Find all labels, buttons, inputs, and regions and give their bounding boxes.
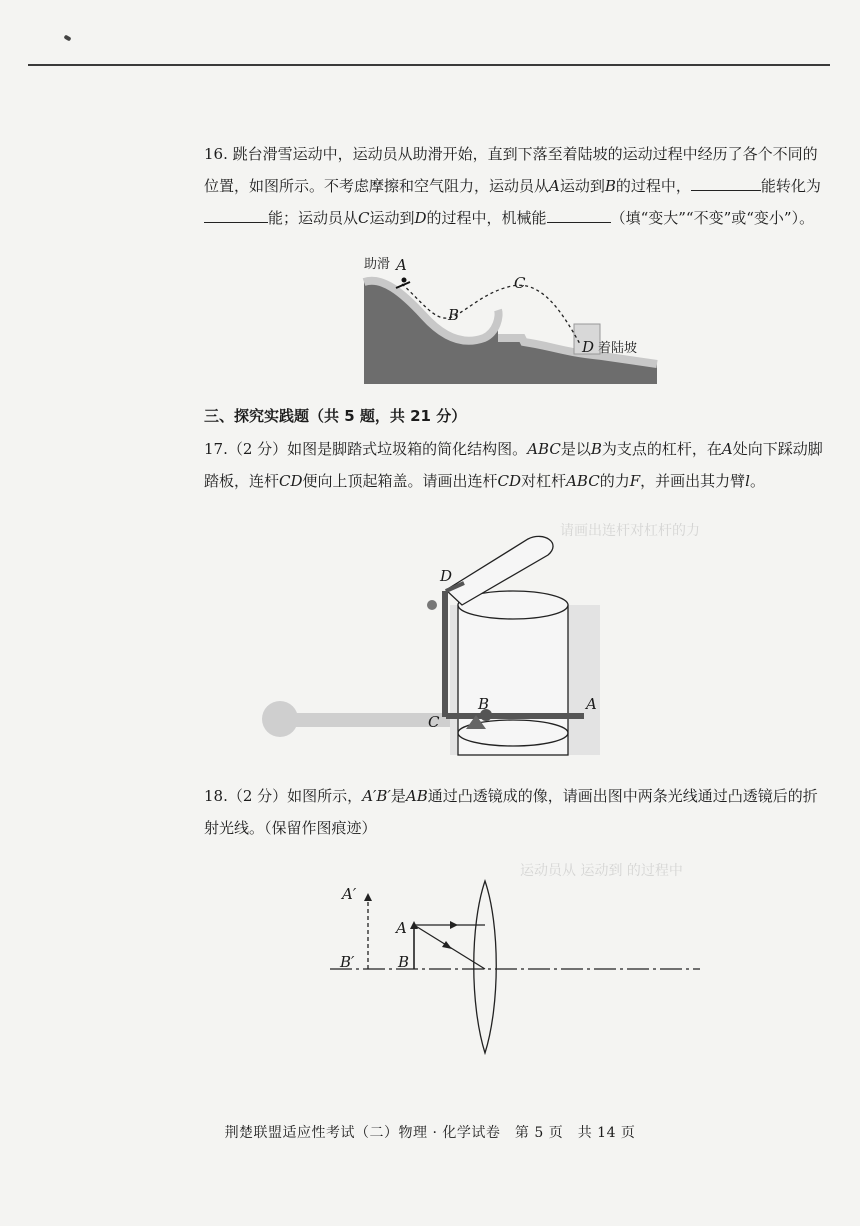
question-text: 处向下踩动脚踏板，连杆 xyxy=(204,440,823,490)
variable-abc: ABC xyxy=(527,440,561,458)
answer-blank-3[interactable] xyxy=(547,208,611,223)
question-text: ，并画出其力臂 xyxy=(640,472,746,490)
question-text: 的力 xyxy=(599,472,630,490)
question-number: 18. xyxy=(204,787,228,805)
question-text: 跳台滑雪运动中，运动员从助滑开始，直到下落至着陆坡的运动过程中经历了各个不同的位置，如图所示。不考虑摩擦和空气阻力，运动员从 xyxy=(204,145,818,195)
skier-icon xyxy=(396,278,410,289)
convex-lens-figure[interactable] xyxy=(330,875,710,1060)
variable-c: C xyxy=(358,209,370,227)
lid-hinge-joint xyxy=(427,600,437,610)
ski-jump-figure xyxy=(362,252,662,388)
variable-b: B xyxy=(604,177,616,195)
image-arrowhead xyxy=(364,893,372,901)
question-points: （2 分） xyxy=(227,440,288,458)
bleed-through-text: 请画出连杆对杠杆的力 xyxy=(560,523,700,539)
linkage-cd xyxy=(442,591,448,717)
ray-1-arrow xyxy=(450,921,458,929)
variable-abc: ABC xyxy=(566,472,600,490)
variable-apbp: A′B′ xyxy=(362,787,391,805)
point-a-label: A xyxy=(396,919,407,937)
page-footer: 荆楚联盟适应性考试（二）物理 · 化学试卷 第 5 页 共 14 页 xyxy=(224,1125,636,1141)
question-16 xyxy=(204,138,824,234)
bleed-through-text: 运动员从 运动到 的过程中 xyxy=(520,863,683,879)
label-start: 助滑 xyxy=(364,257,391,272)
question-17 xyxy=(204,433,824,497)
variable-a: A xyxy=(721,440,733,458)
variable-f: F xyxy=(629,472,641,490)
question-18 xyxy=(204,780,824,844)
point-a-prime-label: A′ xyxy=(342,885,357,903)
point-c-label: C xyxy=(514,274,526,292)
question-text: 的过程中，机械能 xyxy=(426,209,547,227)
variable-cd: CD xyxy=(497,472,522,490)
ray-2-arrow xyxy=(442,941,452,949)
point-a-label: A xyxy=(396,256,407,274)
question-points: （2 分） xyxy=(227,787,288,805)
label-landing-slope: 着陆坡 xyxy=(598,341,638,356)
question-text: 能；运动员从 xyxy=(268,209,359,227)
page-top-rule xyxy=(28,64,830,66)
question-text: 。 xyxy=(749,472,765,490)
question-text: 如图所示， xyxy=(287,787,363,805)
answer-blank-1[interactable] xyxy=(691,176,761,191)
variable-cd: CD xyxy=(279,472,303,490)
variable-ab: AB xyxy=(405,787,428,805)
point-d-label: D xyxy=(440,567,453,585)
pedal-handle-shadow xyxy=(262,701,450,737)
point-b-prime-label: B′ xyxy=(340,953,355,971)
point-b-label: B xyxy=(398,953,410,971)
question-text: 的过程中， xyxy=(615,177,691,195)
variable-l: l xyxy=(745,472,750,490)
variable-b: B xyxy=(590,440,602,458)
question-text: 为支点的杠杆，在 xyxy=(601,440,722,458)
point-a-label: A xyxy=(586,695,597,713)
variable-a: A xyxy=(549,177,560,195)
point-d-label: D xyxy=(582,338,595,356)
question-text: 通过凸透镜成的像，请画出图中两条光线通过凸透镜后的折射光线。（保留作图痕迹） xyxy=(204,787,818,837)
trash-bin-figure[interactable] xyxy=(250,525,620,765)
lever-abc xyxy=(446,713,584,719)
question-text: 对杠杆 xyxy=(521,472,567,490)
answer-blank-2[interactable] xyxy=(204,208,268,223)
scan-speck xyxy=(63,35,71,42)
convex-lens xyxy=(474,881,497,1053)
question-text: 如图是脚踏式垃圾箱的简化结构图。 xyxy=(287,440,528,458)
question-text: 是 xyxy=(390,787,406,805)
question-number: 16. xyxy=(204,145,228,163)
question-text: 运动到 xyxy=(559,177,605,195)
point-b-label: B xyxy=(478,695,490,713)
question-text: 运动到 xyxy=(369,209,415,227)
question-text: 便向上顶起箱盖。请画出连杆 xyxy=(302,472,498,490)
question-number: 17. xyxy=(204,440,228,458)
bin-body xyxy=(458,605,568,755)
point-c-label: C xyxy=(428,713,440,731)
section-heading: 三、探究实践题（共 5 题，共 21 分） xyxy=(204,407,467,425)
variable-d: D xyxy=(414,209,427,227)
question-text: 是以 xyxy=(560,440,591,458)
point-b-label: B xyxy=(448,306,460,324)
question-text: 能转化为 xyxy=(760,177,821,195)
question-text: （填“变大”“不变”或“变小”）。 xyxy=(610,209,815,227)
